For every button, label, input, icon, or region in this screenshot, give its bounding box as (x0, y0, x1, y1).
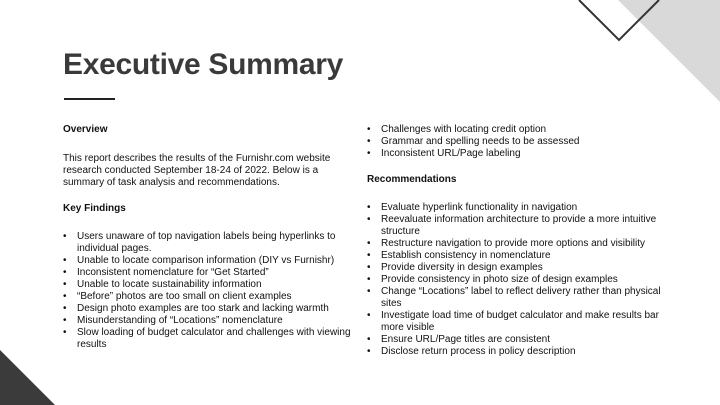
recommendation-text: Ensure URL/Page titles are consistent (381, 334, 550, 345)
list-item (367, 202, 667, 214)
finding-text: Unable to locate sustainability information (77, 279, 262, 290)
finding-text: “Before” photos are too small on client examples (77, 291, 292, 302)
recommendation-text: Reevaluate information architecture to provide a more intuitive structure (381, 214, 657, 237)
recommendation-text: Provide diversity in design examples (381, 262, 543, 273)
list-item (63, 303, 353, 315)
list-item (63, 255, 353, 267)
title-underline (64, 98, 115, 100)
bullet-icon: • (367, 202, 371, 213)
bullet-icon: • (367, 124, 371, 135)
list-item (63, 315, 353, 327)
list-item (367, 286, 667, 310)
bullet-icon: • (367, 136, 371, 147)
list-item (367, 334, 667, 346)
bullet-icon: • (367, 274, 371, 285)
recommendation-text: Disclose return process in policy description (381, 346, 576, 357)
bullet-icon: • (367, 262, 371, 273)
slide-title: Executive Summary (63, 48, 344, 81)
list-item (367, 148, 667, 160)
bottom-left-gray-triangle (0, 350, 55, 405)
finding-text: Unable to locate comparison information (DIY vs Furnishr) (77, 255, 335, 266)
list-item (367, 136, 667, 148)
finding-text: Slow loading of budget calculator and challenges with viewing results (77, 327, 351, 350)
overview-heading: Overview (63, 124, 108, 135)
bullet-icon: • (63, 231, 67, 242)
recommendation-text: Establish consistency in nomenclature (381, 250, 551, 261)
bullet-icon: • (63, 279, 67, 290)
bullet-icon: • (367, 310, 371, 321)
finding-text: Grammar and spelling needs to be assessed (381, 136, 580, 147)
key-findings-list-continued (367, 124, 667, 160)
list-item (367, 346, 667, 358)
list-item (367, 274, 667, 286)
finding-text: Challenges with locating credit option (381, 124, 547, 135)
list-item (367, 262, 667, 274)
right-column (367, 124, 667, 358)
bullet-icon: • (367, 238, 371, 249)
list-item (63, 291, 353, 303)
key-findings-list (63, 231, 353, 351)
finding-text: Inconsistent nomenclature for “Get Started” (77, 267, 269, 278)
bullet-icon: • (63, 267, 67, 278)
bullet-icon: • (63, 291, 67, 302)
key-findings-heading: Key Findings (63, 203, 126, 214)
list-item (367, 250, 667, 262)
bullet-icon: • (63, 255, 67, 266)
finding-text: Inconsistent URL/Page labeling (381, 148, 521, 159)
list-item (63, 327, 353, 351)
recommendation-text: Restructure navigation to provide more options and visibility (381, 238, 646, 249)
recommendations-list (367, 202, 667, 358)
left-column (63, 124, 353, 351)
list-item (367, 124, 667, 136)
list-item (367, 238, 667, 250)
recommendation-text: Change “Locations” label to reflect delivery rather than physical sites (381, 286, 661, 309)
list-item (367, 214, 667, 238)
bullet-icon: • (63, 327, 67, 338)
top-right-gray-triangle (618, 0, 720, 102)
list-item (367, 310, 667, 334)
bullet-icon: • (367, 250, 371, 261)
overview-text: This report describes the results of the Furnishr.com website research conducted September 18-24 of 2022. Below is a summary of task analysis and recommendations. (63, 153, 331, 188)
bullet-icon: • (63, 315, 67, 326)
recommendations-heading: Recommendations (367, 174, 457, 185)
finding-text: Misunderstanding of “Locations” nomenclature (77, 315, 283, 326)
recommendation-text: Evaluate hyperlink functionality in navigation (381, 202, 578, 213)
finding-text: Design photo examples are too stark and lacking warmth (77, 303, 329, 314)
bullet-icon: • (367, 214, 371, 225)
bullet-icon: • (63, 303, 67, 314)
recommendation-text: Provide consistency in photo size of design examples (381, 274, 618, 285)
bullet-icon: • (367, 346, 371, 357)
finding-text: Users unaware of top navigation labels being hyperlinks to individual pages. (77, 231, 336, 254)
bullet-icon: • (367, 286, 371, 297)
bullet-icon: • (367, 148, 371, 159)
list-item (63, 231, 353, 255)
list-item (63, 279, 353, 291)
recommendation-text: Investigate load time of budget calculator and make results bar more visible (381, 310, 659, 333)
bullet-icon: • (367, 334, 371, 345)
list-item (63, 267, 353, 279)
